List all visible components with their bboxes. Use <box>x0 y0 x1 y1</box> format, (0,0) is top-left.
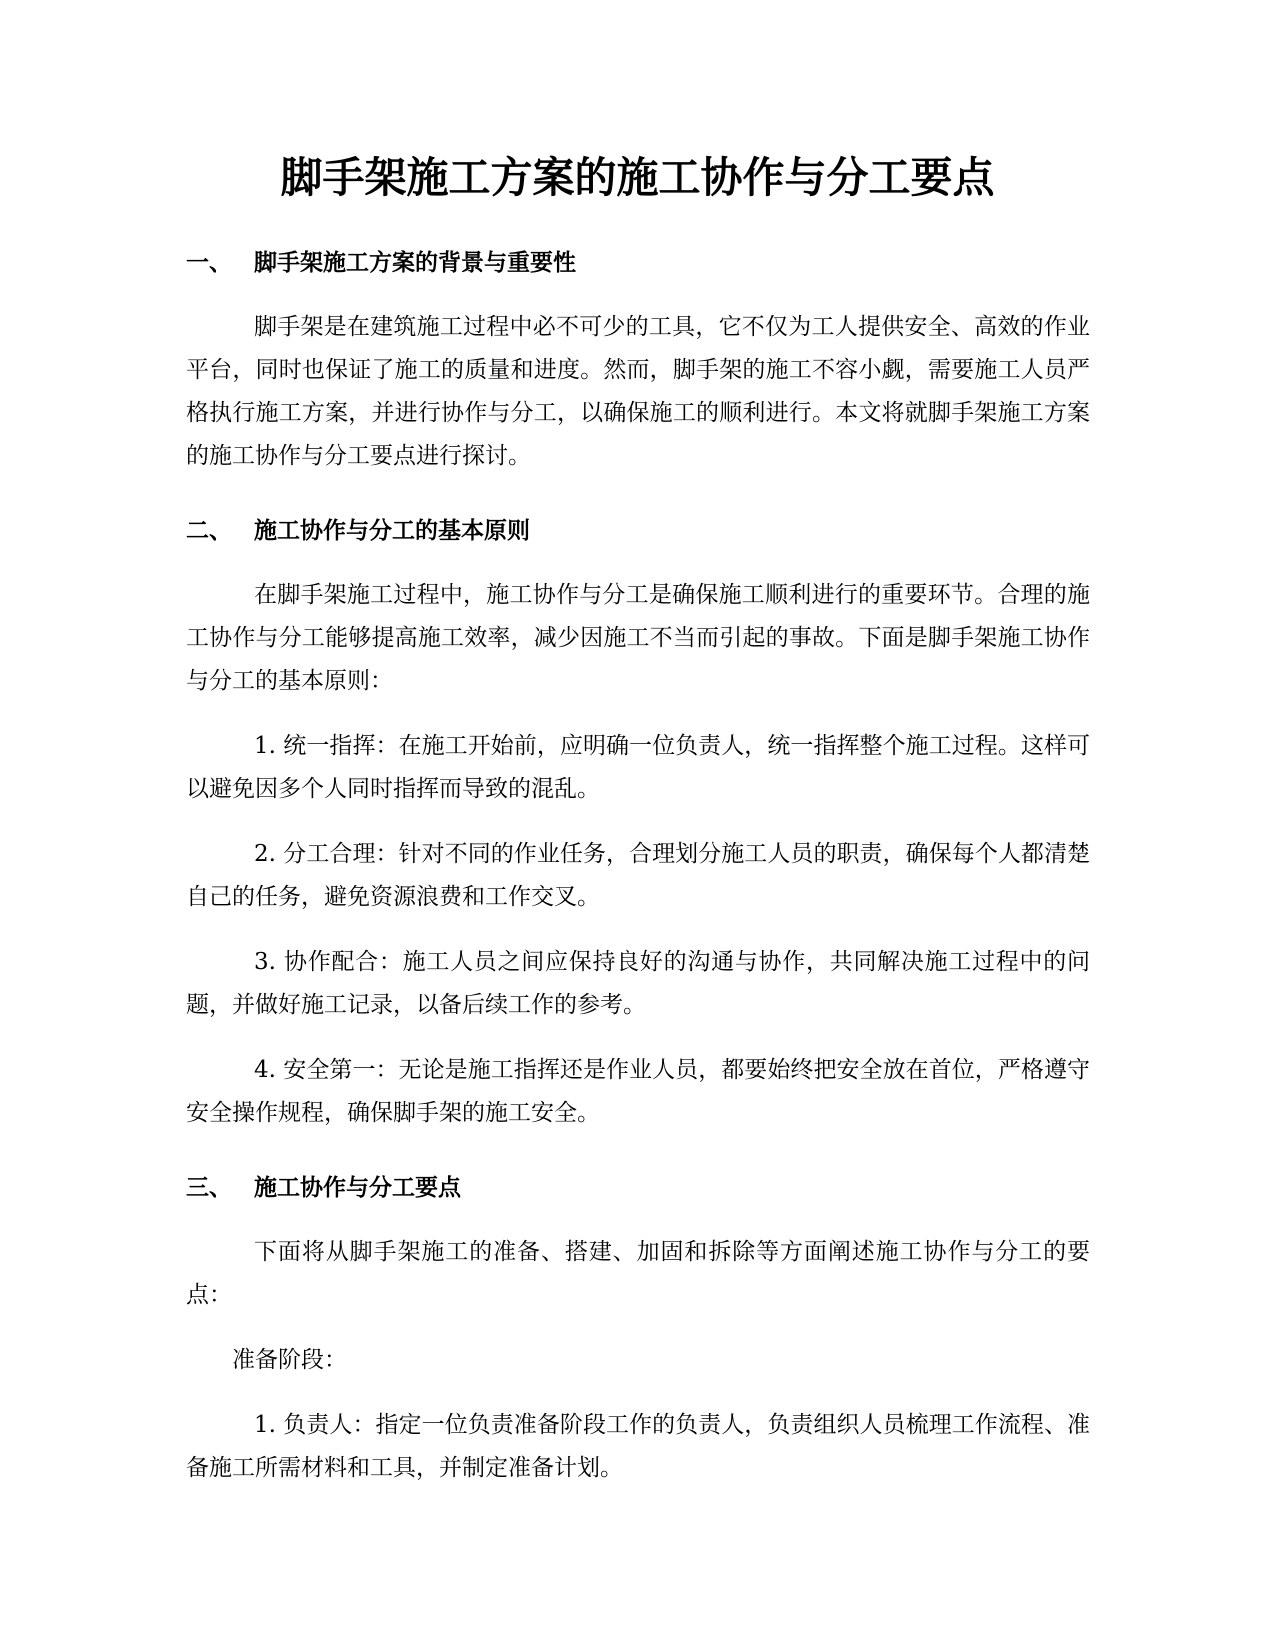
section-title: 脚手架施工方案的背景与重要性 <box>254 250 576 276</box>
section-number: 三、 <box>186 1175 232 1201</box>
paragraph: 在脚手架施工过程中，施工协作与分工是确保施工顺利进行的重要环节。合理的施工协作与分工能够提高施工效率，减少因施工不当而引起的事故。下面是脚手架施工协作与分工的基本原则： <box>186 582 1090 694</box>
list-item: 3. 协作配合：施工人员之间应保持良好的沟通与协作，共同解决施工过程中的问题，并做好施工记录，以备后续工作的参考。 <box>186 949 1090 1018</box>
document-body <box>186 246 1090 1512</box>
list-item: 4. 安全第一：无论是施工指挥还是作业人员，都要始终把安全放在首位，严格遵守安全操作规程，确保脚手架的施工安全。 <box>186 1057 1090 1126</box>
section-title: 施工协作与分工的基本原则 <box>254 518 530 544</box>
paragraph: 下面将从脚手架施工的准备、搭建、加固和拆除等方面阐述施工协作与分工的要点： <box>186 1239 1090 1308</box>
document-title: 脚手架施工方案的施工协作与分工要点 <box>280 153 995 202</box>
section-title: 施工协作与分工要点 <box>254 1175 461 1201</box>
subheading: 准备阶段： <box>232 1347 347 1373</box>
section-number: 一、 <box>186 250 232 276</box>
section-number: 二、 <box>186 518 232 544</box>
list-item: 1. 统一指挥：在施工开始前，应明确一位负责人，统一指挥整个施工过程。这样可以避免因多个人同时指挥而导致的混乱。 <box>186 733 1090 802</box>
section-heading-3 <box>186 1171 1090 1205</box>
section-heading-2 <box>186 514 1090 548</box>
paragraph: 脚手架是在建筑施工过程中必不可少的工具，它不仅为工人提供安全、高效的作业平台，同时也保证了施工的质量和进度。然而，脚手架的施工不容小觑，需要施工人员严格执行施工方案，并进行协作与分工，以确保施工的顺利进行。本文将就脚手架施工方案的施工协作与分工要点进行探讨。 <box>186 314 1090 469</box>
section-heading-1 <box>186 246 1090 280</box>
list-item: 1. 负责人：指定一位负责准备阶段工作的负责人，负责组织人员梳理工作流程、准备施工所需材料和工具，并制定准备计划。 <box>186 1412 1090 1481</box>
list-item: 2. 分工合理：针对不同的作业任务，合理划分施工人员的职责，确保每个人都清楚自己的任务，避免资源浪费和工作交叉。 <box>186 841 1090 910</box>
